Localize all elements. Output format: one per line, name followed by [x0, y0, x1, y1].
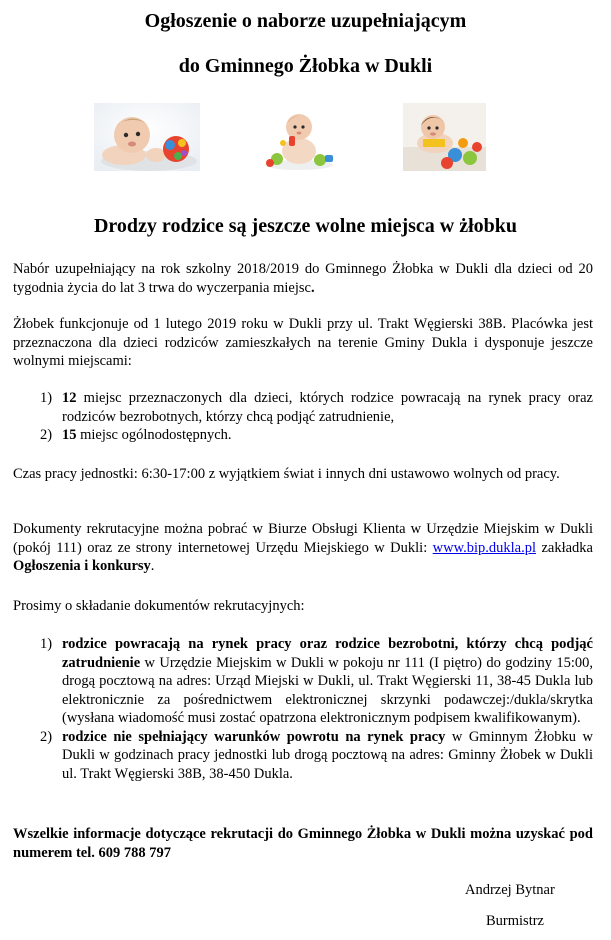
places-count: 15 — [62, 427, 77, 443]
submission-group: rodzice powracają na rynek pracy oraz rodzice bezrobotni, którzy chcą podjąć zatrudnienie — [62, 636, 593, 671]
list-item — [40, 635, 593, 728]
contact-text: Wszelkie informacje dotyczące rekrutacji do Gminnego Żłobka w Dukli można uzyskać pod numerem tel. 609 788 797 — [13, 826, 593, 861]
title-line-1: Ogłoszenie o naborze uzupełniającym — [144, 10, 467, 32]
intro-end: . — [310, 279, 315, 296]
signature-role: Burmistrz — [486, 913, 544, 929]
hours-text: Czas pracy jednostki: 6:30-17:00 z wyjątkiem świat i innych dni ustawowo wolnych od pracy. — [13, 466, 560, 482]
places-list — [40, 389, 593, 445]
submission-text: w Urzędzie Miejskim w Dukli w pokoju nr 111 (I piętro) do godziny 15:00, drogą pocztową na adres: Urząd Miejski w Dukli, ul. Trakt Węgierski 11, 38-45 Dukla lub elektronicznie za pośrednictwem elektronicznej skrzynki podawczej:/dukla/skrytka (wysłana wiadomość musi zostać opatrzona elektronicznym podpisem kwalifikowanym). — [62, 654, 593, 726]
list-number: 1) — [40, 390, 53, 406]
title-line-2: do Gminnego Żłobka w Dukli — [178, 55, 433, 77]
facility-paragraph — [13, 315, 593, 371]
documents-section-name: Ogłoszenia i konkursy — [13, 558, 151, 574]
places-text: miejsc przeznaczonych dla dzieci, których rodzice powracają na rynek pracy oraz rodziców bezrobotnych, którzy chcą podjąć zatrudnienie, — [62, 390, 593, 425]
list-item — [40, 426, 593, 445]
submissions-list — [40, 635, 593, 783]
baby-with-balls-photo — [403, 103, 486, 171]
places-text: miejsc ogólnodostępnych. — [76, 427, 232, 443]
list-number: 2) — [40, 427, 53, 443]
list-number: 1) — [40, 636, 53, 652]
documents-text-2: zakładka — [536, 539, 593, 556]
list-item — [40, 728, 593, 784]
intro-text: Nabór uzupełniający na rok szkolny 2018/2019 do Gminnego Żłobka w Dukli dla dzieci od 20 tygodnia życia do lat 3 trwa do wyczerpania miejsc — [13, 261, 593, 296]
facility-text: Żłobek funkcjonuje od 1 lutego 2019 roku w Dukli przy ul. Trakt Węgierski 38B. Placówka jest przeznaczona dla dzieci rodziców zamieszkałych na terenie Gminy Dukla i dysponuje jeszcze wolnymi miejscami: — [13, 316, 593, 369]
baby-sitting-with-toys-photo — [255, 103, 340, 171]
subtitle: Drodzy rodzice są jeszcze wolne miejsca w żłobku — [93, 215, 518, 237]
documents-text: Dokumenty rekrutacyjne można pobrać w Biurze Obsługi Klienta w Urzędzie Miejskim w Dukli (pokój 111) oraz ze strony internetowej Urzędu Miejskiego w Dukli: — [13, 521, 593, 556]
submission-text: w Gminnym Żłobku w Dukli w godzinach pracy jednostki lub drogą pocztową na adres: Gminny Żłobek w Dukli ul. Trakt Węgierski 38B, 38-450 Dukla. — [62, 728, 593, 782]
places-count: 12 — [62, 390, 77, 406]
contact-paragraph — [13, 825, 593, 862]
list-item — [40, 389, 593, 426]
documents-end: . — [150, 558, 155, 574]
list-number: 2) — [40, 728, 53, 745]
request-text: Prosimy o składanie dokumentów rekrutacyjnych: — [13, 598, 305, 614]
hours-paragraph — [13, 465, 593, 484]
request-paragraph — [13, 597, 593, 616]
signature-name: Andrzej Bytnar — [465, 882, 555, 898]
bip-link[interactable]: www.bip.dukla.pl — [432, 539, 537, 556]
documents-paragraph — [13, 520, 593, 576]
baby-with-toy-photo — [94, 103, 200, 171]
intro-paragraph — [13, 260, 593, 297]
submission-group: rodzice nie spełniający warunków powrotu na rynek pracy — [62, 728, 446, 745]
